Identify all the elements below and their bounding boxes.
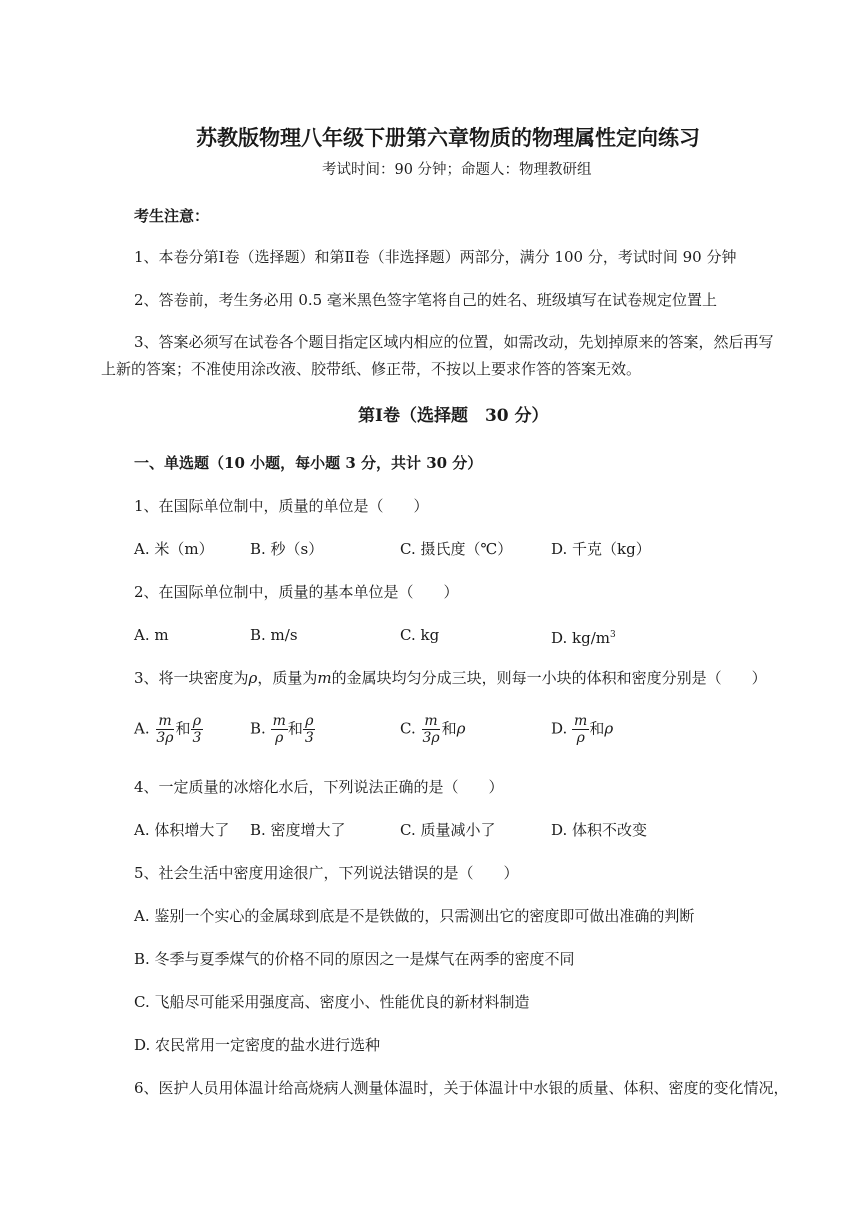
question-4-option-b: B. 密度增大了 [250, 821, 346, 839]
option-label: B. [250, 719, 266, 738]
question-2-option-b: B. m/s [250, 626, 298, 644]
question-4-option-a: A. 体积增大了 [134, 821, 230, 839]
exam-title: 苏教版物理八年级下册第六章物质的物理属性定向练习 [196, 125, 700, 150]
fraction-denominator: ρ [275, 730, 284, 746]
fraction-denominator: ρ [576, 730, 585, 746]
question-3-stem-post: 的金属块均匀分成三块，则每一小块的体积和密度分别是（ ） [331, 669, 767, 687]
fraction-denominator: 3ρ [422, 730, 440, 746]
fraction-numerator: m [424, 713, 438, 729]
question-4-option-c: C. 质量减小了 [400, 821, 496, 839]
fraction-numerator: m [574, 713, 588, 729]
fraction-rho-over-3 [303, 713, 316, 746]
exam-subtitle: 考试时间：90 分钟；命题人：物理教研组 [322, 162, 592, 178]
question-5-option-a: A. 鉴别一个实心的金属球到底是不是铁做的，只需测出它的密度即可做出准确的判断 [134, 907, 695, 925]
fraction-m-over-3rho [421, 713, 442, 746]
rho-symbol: ρ [456, 719, 466, 738]
mass-symbol: m [317, 669, 332, 687]
rho-symbol: ρ [248, 669, 258, 687]
notice-heading: 考生注意： [134, 207, 210, 225]
option-label: A. [134, 719, 150, 738]
conjunction: 和 [287, 719, 303, 738]
question-4-stem: 4、一定质量的冰熔化水后，下列说法正确的是（ ） [134, 778, 504, 796]
conjunction: 和 [589, 719, 605, 738]
fraction-numerator: ρ [192, 713, 202, 729]
question-4-option-d: D. 体积不改变 [551, 821, 648, 839]
notice-item-3-line2: 上新的答案；不准使用涂改液、胶带纸、修正带，不按以上要求作答的答案无效。 [101, 360, 642, 378]
question-3-stem-mid: ，质量为 [257, 669, 318, 687]
question-1-option-b: B. 秒（s） [250, 540, 324, 558]
notice-item-2: 2、答卷前，考生务必用 0.5 毫米黑色签字笔将自己的姓名、班级填写在试卷规定位置上 [134, 291, 717, 309]
question-2-stem: 2、在国际单位制中，质量的基本单位是（ ） [134, 583, 459, 601]
question-5-option-b: B. 冬季与夏季煤气的价格不同的原因之一是煤气在两季的密度不同 [134, 950, 575, 968]
fraction-denominator: 3ρ [156, 730, 174, 746]
section-title: 第Ⅰ卷（选择题 30 分） [358, 406, 549, 426]
option-label: D. [551, 719, 568, 738]
fraction-numerator: ρ [305, 713, 314, 729]
question-3-option-c [400, 713, 465, 746]
fraction-m-over-3rho [154, 713, 175, 746]
fraction-rho-over-3 [191, 713, 204, 746]
question-3-option-d [551, 713, 613, 746]
question-2-option-d [551, 625, 616, 648]
question-1-stem: 1、在国际单位制中，质量的单位是（ ） [134, 497, 429, 515]
fraction-m-over-rho [271, 713, 288, 746]
part-heading: 一、单选题（10 小题，每小题 3 分，共计 30 分） [134, 454, 483, 472]
question-2-option-d-superscript: 3 [610, 630, 616, 640]
notice-item-1: 1、本卷分第Ⅰ卷（选择题）和第Ⅱ卷（非选择题）两部分，满分 100 分，考试时间 90 分钟 [134, 248, 737, 266]
notice-item-3-line1: 3、答案必须写在试卷各个题目指定区域内相应的位置，如需改动，先划掉原来的答案，然后再写 [134, 333, 774, 351]
question-3-stem [134, 668, 767, 688]
fraction-denominator: 3 [304, 730, 314, 746]
question-1-option-a: A. 米（m） [134, 540, 214, 558]
fraction-denominator: 3 [192, 730, 202, 746]
question-1-option-d: D. 千克（kg） [551, 540, 651, 558]
question-6-stem: 6、医护人员用体温计给高烧病人测量体温时，关于体温计中水银的质量、体积、密度的变化情况， [134, 1079, 789, 1097]
question-3-stem-pre: 3、将一块密度为 [134, 669, 249, 687]
question-5-stem: 5、社会生活中密度用途很广，下列说法错误的是（ ） [134, 864, 519, 882]
question-3-option-a [134, 713, 203, 746]
question-5-option-c: C. 飞船尽可能采用强度高、密度小、性能优良的新材料制造 [134, 993, 530, 1011]
question-5-option-d: D. 农民常用一定密度的盐水进行选种 [134, 1036, 381, 1054]
fraction-m-over-rho [572, 713, 589, 746]
question-3-option-b [250, 713, 316, 746]
question-2-option-d-base: D. kg/m [551, 629, 610, 647]
fraction-numerator: m [272, 713, 286, 729]
rho-symbol: ρ [604, 719, 614, 738]
option-label: C. [400, 719, 416, 738]
fraction-numerator: m [158, 713, 172, 729]
question-2-option-a: A. m [134, 626, 169, 644]
conjunction: 和 [441, 719, 457, 738]
question-2-option-c: C. kg [400, 626, 440, 644]
question-1-option-c: C. 摄氏度（℃） [400, 540, 513, 558]
conjunction: 和 [175, 719, 191, 738]
